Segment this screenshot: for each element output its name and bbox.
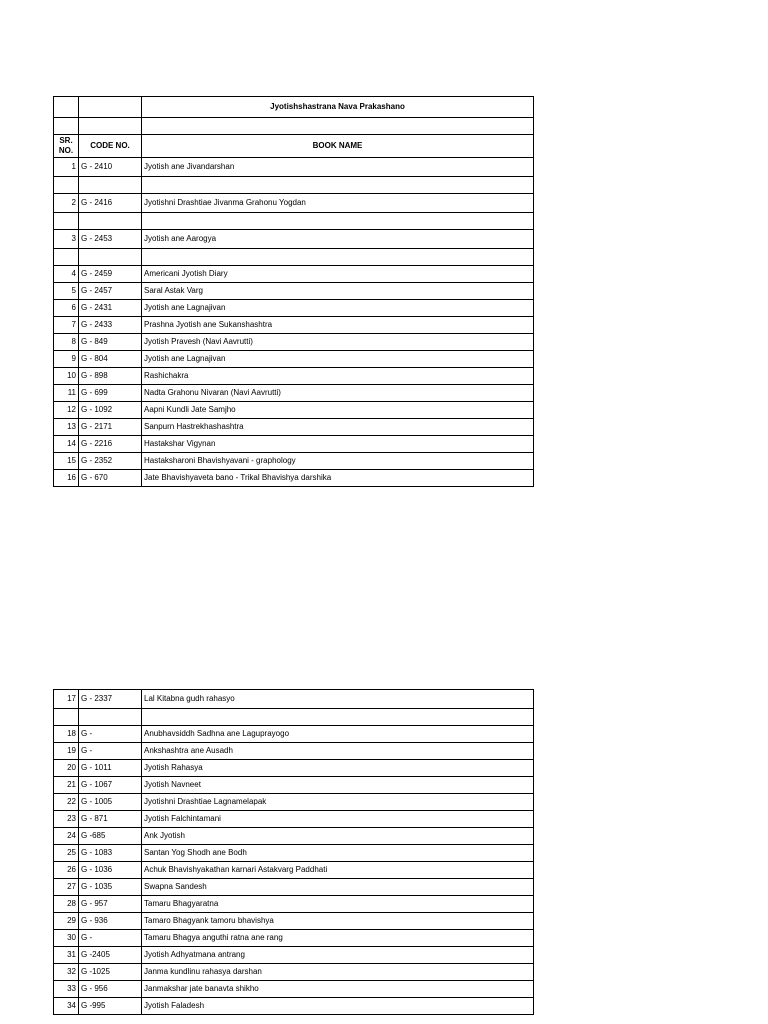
table-row (54, 230, 534, 249)
code-no-cell: G - 670 (79, 470, 142, 487)
table-row (54, 879, 534, 896)
book-name-cell: Prashna Jyotish ane Sukanshashtra (142, 317, 534, 334)
book-name-cell: Jyotish ane Lagnajivan (142, 351, 534, 368)
sr-no-cell: 19 (54, 743, 79, 760)
table-row (54, 436, 534, 453)
empty-cell (54, 177, 79, 194)
empty-cell (142, 709, 534, 726)
book-name-cell: Jyotish Falchintamani (142, 811, 534, 828)
code-no-cell: G - 1011 (79, 760, 142, 777)
table-row (54, 862, 534, 879)
code-no-cell: G - (79, 726, 142, 743)
book-name-cell: Jyotish Rahasya (142, 760, 534, 777)
book-name-cell: Jyotish Navneet (142, 777, 534, 794)
code-no-cell: G - 2352 (79, 453, 142, 470)
book-name-cell: Swapna Sandesh (142, 879, 534, 896)
code-no-cell: G - (79, 930, 142, 947)
book-name-cell: Saral Astak Varg (142, 283, 534, 300)
spacer-row (54, 213, 534, 230)
code-no-cell: G - 957 (79, 896, 142, 913)
table-row (54, 726, 534, 743)
sr-no-cell: 4 (54, 266, 79, 283)
book-name-cell: Jyotish ane Aarogya (142, 230, 534, 249)
code-no-cell: G - 2459 (79, 266, 142, 283)
book-name-cell: Jyotish ane Lagnajivan (142, 300, 534, 317)
book-name-cell: Hastakshar Vigynan (142, 436, 534, 453)
empty-cell (54, 709, 79, 726)
code-no-cell: G -2405 (79, 947, 142, 964)
empty-cell (79, 213, 142, 230)
code-no-cell: G - 2216 (79, 436, 142, 453)
book-name-cell: Santan Yog Shodh ane Bodh (142, 845, 534, 862)
book-name-cell: Tamaro Bhagyank tamoru bhavishya (142, 913, 534, 930)
table-row (54, 981, 534, 998)
book-name-cell: Jate Bhavishyaveta bano - Trikal Bhavishya darshika (142, 470, 534, 487)
table-row (54, 896, 534, 913)
book-name-cell: Rashichakra (142, 368, 534, 385)
sr-no-cell: 1 (54, 158, 79, 177)
table-row (54, 913, 534, 930)
empty-cell (142, 177, 534, 194)
book-name-cell: Nadta Grahonu Nivaran (Navi Aavrutti) (142, 385, 534, 402)
table-row (54, 964, 534, 981)
code-no-cell: G - 1036 (79, 862, 142, 879)
table-row (54, 194, 534, 213)
table-title-row (54, 97, 534, 118)
code-no-cell: G - 1035 (79, 879, 142, 896)
sr-no-cell: 9 (54, 351, 79, 368)
empty-cell (142, 249, 534, 266)
code-no-cell: G - 2337 (79, 690, 142, 709)
sr-no-cell: 6 (54, 300, 79, 317)
sr-no-cell: 31 (54, 947, 79, 964)
code-no-cell: G - 1005 (79, 794, 142, 811)
code-no-cell: G - 871 (79, 811, 142, 828)
code-no-cell: G - 804 (79, 351, 142, 368)
sr-no-cell: 29 (54, 913, 79, 930)
code-no-cell: G - 2433 (79, 317, 142, 334)
sr-no-cell: 5 (54, 283, 79, 300)
sr-no-cell: 13 (54, 419, 79, 436)
empty-cell (79, 177, 142, 194)
book-table-2 (53, 689, 534, 1015)
spacer-row (54, 118, 534, 135)
spacer-row (54, 709, 534, 726)
table-row (54, 351, 534, 368)
sr-no-cell: 15 (54, 453, 79, 470)
code-no-cell: G - 2453 (79, 230, 142, 249)
book-name-cell: Jyotishni Drashtiae Lagnamelapak (142, 794, 534, 811)
spacer-row (54, 249, 534, 266)
sr-no-cell: 16 (54, 470, 79, 487)
book-name-cell: Jyotish Pravesh (Navi Aavrutti) (142, 334, 534, 351)
sr-no-cell: 21 (54, 777, 79, 794)
table-row (54, 998, 534, 1015)
book-name-cell: Janmakshar jate banavta shikho (142, 981, 534, 998)
book-name-cell: Anubhavsiddh Sadhna ane Laguprayogo (142, 726, 534, 743)
code-no-cell: G - 2171 (79, 419, 142, 436)
book-name-cell: Tamaru Bhagya anguthi ratna ane rang (142, 930, 534, 947)
book-name-cell: Ankshashtra ane Ausadh (142, 743, 534, 760)
book-name-cell: Americani Jyotish Diary (142, 266, 534, 283)
table-row (54, 334, 534, 351)
sr-no-cell: 22 (54, 794, 79, 811)
table-row (54, 266, 534, 283)
table-row (54, 402, 534, 419)
book-name-cell: Hastaksharoni Bhavishyavani - graphology (142, 453, 534, 470)
sr-no-cell: 10 (54, 368, 79, 385)
header-row (54, 135, 534, 158)
spacer-row (54, 177, 534, 194)
book-name-cell: Ank Jyotish (142, 828, 534, 845)
book-name-cell: Janma kundlinu rahasya darshan (142, 964, 534, 981)
table-row (54, 453, 534, 470)
sr-no-cell: 32 (54, 964, 79, 981)
code-no-cell: G - (79, 743, 142, 760)
code-no-cell: G - 936 (79, 913, 142, 930)
table-row (54, 470, 534, 487)
empty-cell (54, 249, 79, 266)
sr-no-cell: 12 (54, 402, 79, 419)
sr-no-cell: 34 (54, 998, 79, 1015)
sr-no-cell: 11 (54, 385, 79, 402)
header-code-no: CODE NO. (79, 135, 142, 158)
sr-no-cell: 24 (54, 828, 79, 845)
empty-cell (79, 709, 142, 726)
table-row (54, 158, 534, 177)
table-row (54, 743, 534, 760)
header-sr-no: SR. NO. (54, 135, 79, 158)
table-row (54, 930, 534, 947)
code-no-cell: G -995 (79, 998, 142, 1015)
sr-no-cell: 25 (54, 845, 79, 862)
code-no-cell: G - 2410 (79, 158, 142, 177)
sr-no-cell: 30 (54, 930, 79, 947)
code-no-cell: G - 1092 (79, 402, 142, 419)
code-no-cell: G - 2431 (79, 300, 142, 317)
table-row (54, 385, 534, 402)
sr-no-cell: 14 (54, 436, 79, 453)
sr-no-cell: 2 (54, 194, 79, 213)
book-name-cell: Jyotishni Drashtiae Jivanma Grahonu Yogdan (142, 194, 534, 213)
book-name-cell: Sanpurn Hastrekhashashtra (142, 419, 534, 436)
book-name-cell: Achuk Bhavishyakathan karnari Astakvarg Paddhati (142, 862, 534, 879)
table-row (54, 828, 534, 845)
table-row (54, 760, 534, 777)
sr-no-cell: 27 (54, 879, 79, 896)
code-no-cell: G - 1067 (79, 777, 142, 794)
book-name-cell: Lal Kitabna gudh rahasyo (142, 690, 534, 709)
table-row (54, 811, 534, 828)
empty-cell (54, 213, 79, 230)
code-no-cell: G - 956 (79, 981, 142, 998)
code-no-cell: G - 849 (79, 334, 142, 351)
table-row (54, 419, 534, 436)
sr-no-cell: 7 (54, 317, 79, 334)
empty-cell (142, 213, 534, 230)
code-no-cell: G - 1083 (79, 845, 142, 862)
table-row (54, 283, 534, 300)
empty-cell (79, 249, 142, 266)
sr-no-cell: 26 (54, 862, 79, 879)
code-no-cell: G - 699 (79, 385, 142, 402)
sr-no-cell: 3 (54, 230, 79, 249)
table-row (54, 300, 534, 317)
table-row (54, 947, 534, 964)
book-name-cell: Jyotish Adhyatmana antrang (142, 947, 534, 964)
code-no-cell: G -1025 (79, 964, 142, 981)
table-row (54, 317, 534, 334)
book-name-cell: Jyotish ane Jivandarshan (142, 158, 534, 177)
sr-no-cell: 33 (54, 981, 79, 998)
sr-no-cell: 8 (54, 334, 79, 351)
table-title: Jyotishshastrana Nava Prakashano (142, 97, 534, 118)
table-row (54, 777, 534, 794)
book-name-cell: Jyotish Faladesh (142, 998, 534, 1015)
sr-no-cell: 23 (54, 811, 79, 828)
sr-no-cell: 17 (54, 690, 79, 709)
book-name-cell: Aapni Kundli Jate Samjho (142, 402, 534, 419)
sr-no-cell: 18 (54, 726, 79, 743)
table-row (54, 845, 534, 862)
book-name-cell: Tamaru Bhagyaratna (142, 896, 534, 913)
header-book-name: BOOK NAME (142, 135, 534, 158)
code-no-cell: G -685 (79, 828, 142, 845)
code-no-cell: G - 2457 (79, 283, 142, 300)
table-row (54, 690, 534, 709)
code-no-cell: G - 898 (79, 368, 142, 385)
table-row (54, 368, 534, 385)
sr-no-cell: 28 (54, 896, 79, 913)
book-table-1 (53, 96, 534, 487)
sr-no-cell: 20 (54, 760, 79, 777)
code-no-cell: G - 2416 (79, 194, 142, 213)
table-row (54, 794, 534, 811)
